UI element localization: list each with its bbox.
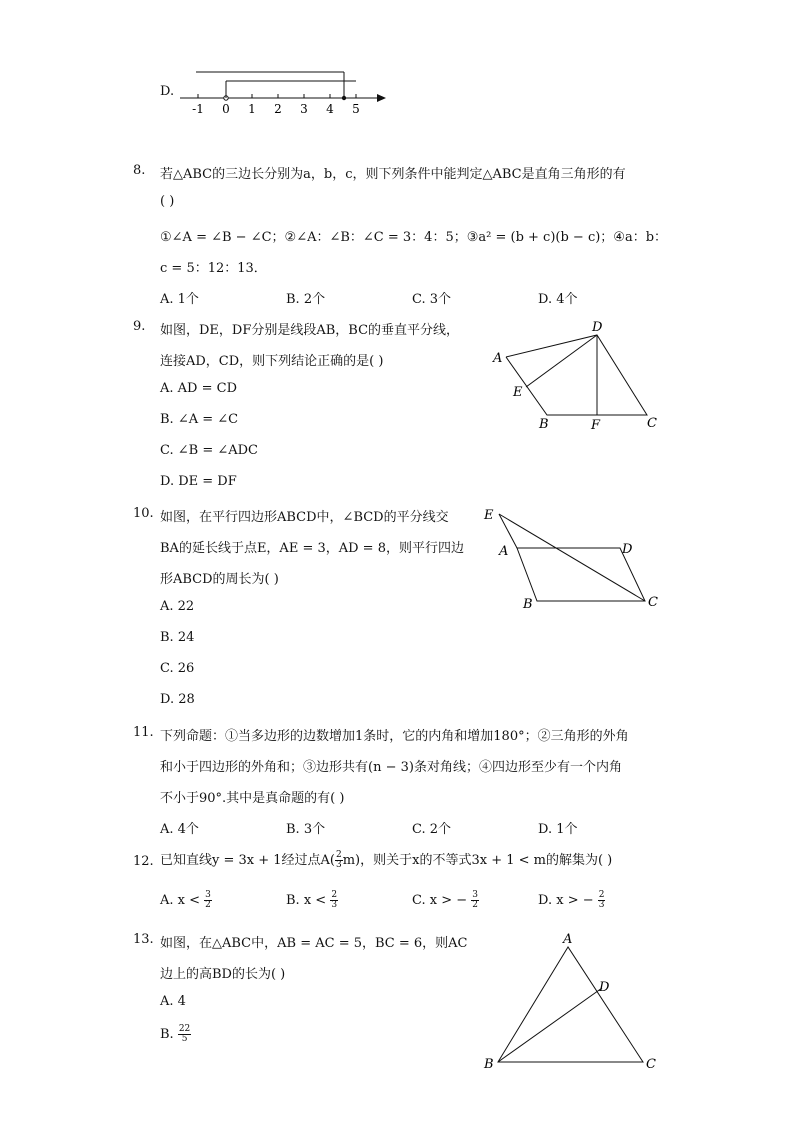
q13-option-b[interactable]: B. $\frac{22}{5}$ — [160, 1024, 191, 1044]
q7-option-d-label: D. — [160, 84, 175, 99]
q8-stem-line2: ( ) — [160, 194, 175, 209]
q13-altitude-bd — [498, 988, 602, 1062]
q11-stem-line2: 和小于四边形的外角和；③边形共有(n − 3)条对角线；④四边形至少有一个内角 — [160, 760, 622, 775]
q9-option-b[interactable]: B. ∠A = ∠C — [160, 412, 239, 427]
q9-segment-de — [526, 335, 597, 387]
q11-option-d[interactable]: D. 1个 — [538, 822, 578, 837]
q7-arrow — [377, 94, 386, 102]
q8-stem-line4: c = 5：12：13． — [160, 261, 267, 276]
q9-stem-line2: 连接AD，CD，则下列结论正确的是( ) — [160, 354, 384, 369]
q12-option-b[interactable]: B. x < $\frac{2}{3}$ — [286, 890, 338, 910]
q13-stem-line1: 如图，在△ABC中，AB = AC = 5，BC = 6，则AC — [160, 936, 468, 951]
q10-option-c[interactable]: C. 26 — [160, 661, 195, 676]
q7-tick-label: 5 — [352, 102, 360, 116]
q10-number: 10. — [133, 506, 154, 521]
q8-stem-line3: ①∠A = ∠B − ∠C；②∠A：∠B：∠C = 3：4：5；③a² = (b + c)(b − c)；④a：b： — [160, 230, 668, 245]
q9-label-c: C — [647, 416, 657, 431]
q7-tick-label: 1 — [248, 102, 256, 116]
q13-stem-line2: 边上的高BD的长为( ) — [160, 967, 286, 982]
q8-option-c[interactable]: C. 3个 — [412, 292, 452, 307]
q10-label-a: A — [499, 544, 509, 559]
q12-option-a[interactable]: A. x < $\frac{3}{2}$ — [160, 890, 211, 910]
q11-option-a[interactable]: A. 4个 — [160, 822, 199, 837]
q9-number: 9. — [133, 319, 146, 334]
q13-triangle — [498, 947, 643, 1062]
q13-label-d: D — [599, 980, 610, 995]
q10-label-c: C — [648, 595, 658, 610]
q12-option-d[interactable]: D. x > − $\frac{2}{3}$ — [538, 890, 605, 910]
q10-label-e: E — [484, 508, 494, 523]
q9-label-f: F — [591, 418, 601, 433]
q8-stem-line1: 若△ABC的三边长分别为a，b，c，则下列条件中能判定△ABC是直角三角形的有 — [160, 167, 626, 182]
q10-stem-line1: 如图，在平行四边形ABCD中，∠BCD的平分线交 — [160, 510, 449, 525]
q8-option-a[interactable]: A. 1个 — [160, 292, 199, 307]
q11-option-c[interactable]: C. 2个 — [412, 822, 452, 837]
q9-label-e: E — [513, 385, 523, 400]
q9-figure — [485, 315, 670, 435]
q7-tick-label: 4 — [326, 102, 334, 116]
q11-number: 11. — [133, 725, 154, 740]
q11-stem-line3: 不小于90°.其中是真命题的有( ) — [160, 791, 345, 806]
q8-option-b[interactable]: B. 2个 — [286, 292, 326, 307]
q10-option-a[interactable]: A. 22 — [160, 599, 195, 614]
q7-number-line — [180, 62, 395, 122]
q12-stem-part-b: m)，则关于x的不等式3x + 1 < m的解集为( ) — [342, 853, 613, 868]
q12-number: 12. — [133, 854, 154, 869]
q9-quadrilateral — [506, 335, 647, 415]
q13-number: 13. — [133, 932, 154, 947]
q10-stem-line3: 形ABCD的周长为( ) — [160, 572, 279, 587]
q7-tick-label: 0 — [222, 102, 230, 116]
q12-stem-line1 — [160, 849, 612, 870]
q9-option-c[interactable]: C. ∠B = ∠ADC — [160, 443, 259, 458]
q13-label-a: A — [563, 932, 573, 947]
q13-label-b: B — [484, 1057, 494, 1072]
q13-figure — [480, 930, 665, 1075]
q7-tick-group — [192, 94, 360, 116]
q9-label-d: D — [592, 320, 603, 335]
q9-option-a[interactable]: A. AD = CD — [160, 381, 237, 396]
q13-option-a[interactable]: A. 4 — [160, 994, 186, 1009]
q7-tick-label: 2 — [274, 102, 282, 116]
q12-stem-fraction: $\frac{2}{3}$ — [336, 850, 342, 870]
q7-closed-point — [342, 96, 346, 100]
q8-number: 8. — [133, 163, 146, 178]
q10-figure — [480, 502, 670, 612]
q9-label-a: A — [493, 351, 503, 366]
q10-stem-line2: BA的延长线于点E，AE = 3，AD = 8，则平行四边 — [160, 541, 464, 556]
q7-tick-label: 3 — [300, 102, 308, 116]
q10-label-b: B — [523, 597, 533, 612]
q9-label-b: B — [539, 417, 549, 432]
q9-stem-line1: 如图，DE，DF分别是线段AB，BC的垂直平分线， — [160, 323, 460, 338]
q9-option-d[interactable]: D. DE = DF — [160, 474, 237, 489]
q10-option-b[interactable]: B. 24 — [160, 630, 195, 645]
q10-label-d: D — [622, 542, 633, 557]
q12-stem-part-a: 已知直线y = 3x + 1经过点A( — [160, 853, 335, 868]
q7-tick-label: -1 — [192, 102, 204, 116]
q13-label-c: C — [646, 1057, 656, 1072]
q8-option-d[interactable]: D. 4个 — [538, 292, 578, 307]
q12-option-c[interactable]: C. x > − $\frac{3}{2}$ — [412, 890, 479, 910]
q11-stem-line1: 下列命题：①当多边形的边数增加1条时，它的内角和增加180°；②三角形的外角 — [160, 729, 629, 744]
q11-option-b[interactable]: B. 3个 — [286, 822, 326, 837]
q10-option-d[interactable]: D. 28 — [160, 692, 195, 707]
